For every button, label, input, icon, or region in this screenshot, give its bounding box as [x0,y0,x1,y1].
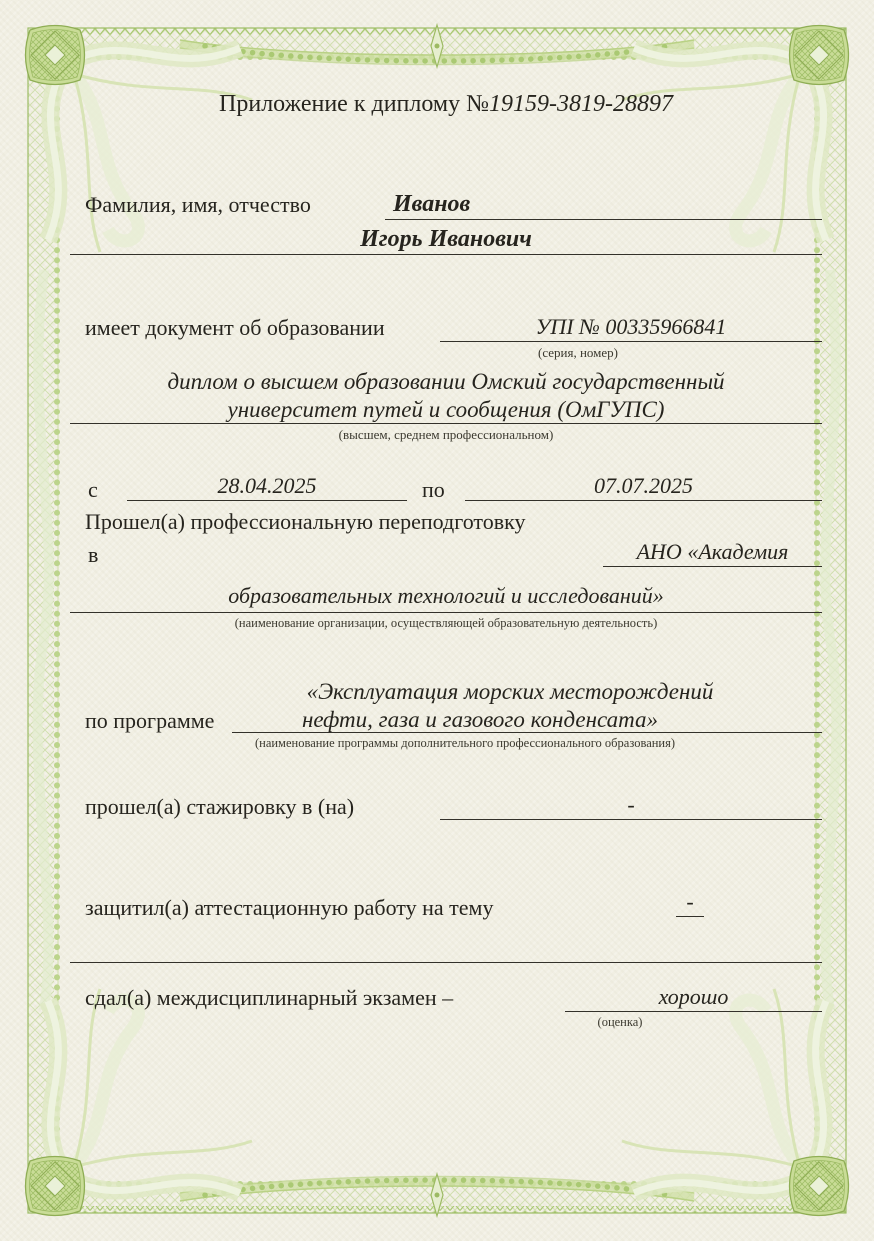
diploma-number: 19159-3819-28897 [489,91,673,117]
organization-field-line1 [603,536,822,567]
internship-value: - [627,791,635,817]
period-to-field [465,474,822,501]
organization-value-line1: АНО «Академия [636,538,789,564]
thesis-label: защитил(а) аттестационную работу на тему [85,895,494,920]
program-label: по программе [85,708,215,733]
exam-label: сдал(а) междисциплинарный экзамен – [85,985,454,1010]
period-from-label: с [88,477,98,502]
full-name-label: Фамилия, имя, отчество [85,192,311,217]
internship-field [440,789,822,820]
program-underline [232,732,822,733]
thesis-underline [70,962,822,963]
diploma-detail-line2: университет путей и сообщения (ОмГУПС) [227,397,665,422]
education-doc-label: имеет документ об образовании [85,315,385,340]
organization-value-line2: образовательных технологий и исследований» [228,583,664,608]
period-to-label: по [422,477,445,502]
diploma-detail-line1: диплом о высшем образовании Омский государственный [167,369,725,394]
education-doc-value: УПI № 00335966841 [535,313,727,339]
period-from-date: 28.04.2025 [217,472,317,498]
given-names-field [70,223,822,255]
period-to-date: 07.07.2025 [594,472,693,498]
organization-caption: (наименование организации, осуществляющей образовательную деятельность) [234,616,658,630]
program-caption: (наименование программы дополнительного профессионального образования) [254,736,676,750]
internship-label: прошел(а) стажировку в (на) [85,794,355,819]
retraining-in-label: в [88,542,99,567]
thesis-value: - [686,888,694,914]
program-value-line1: «Эксплуатация морских месторождений [306,679,714,704]
education-doc-field [440,311,822,342]
period-from-field [127,474,407,501]
thesis-field [676,888,704,917]
retraining-statement: Прошел(а) профессиональную переподготовку [85,509,526,534]
surname-value: Иванов [393,190,471,217]
document-title-prefix: Приложение к диплому № [219,91,489,117]
given-names-value: Игорь Иванович [360,225,532,252]
education-doc-caption: (серия, номер) [538,345,618,360]
surname-field [385,188,822,220]
exam-field [565,981,822,1012]
document-title [70,91,822,118]
exam-caption: (оценка) [597,1015,643,1029]
diploma-detail-underline [70,423,822,424]
program-value-line2: нефти, газа и газового конденсата» [301,707,658,732]
organization-underline [70,612,822,613]
diploma-detail-caption: (высшем, среднем профессиональном) [338,427,554,442]
exam-value: хорошо [658,983,729,1009]
